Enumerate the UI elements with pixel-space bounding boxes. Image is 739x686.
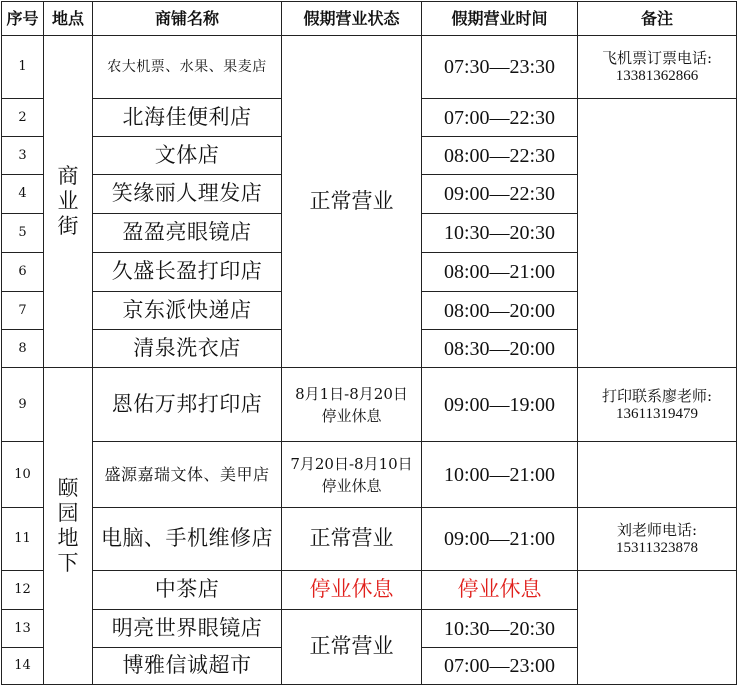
hours-cell: 08:00—21:00 [422,253,578,292]
status-closed: 停业休息 [282,571,422,610]
hours-cell: 08:00—22:30 [422,137,578,175]
hours-cell: 09:00—19:00 [422,368,578,442]
shop-name: 北海佳便利店 [93,99,282,137]
row-number: 7 [2,292,44,330]
remark-empty [578,442,737,508]
hours-cell: 10:00—21:00 [422,442,578,508]
status-dates: 8月1日-8月20日 [295,384,408,403]
header-hours: 假期营业时间 [422,2,578,36]
status-text: 停业休息 [321,476,382,495]
remark-phone: 15311323878 [616,540,698,556]
status-normal-street: 正常营业 [282,36,422,368]
location-underground [44,368,93,685]
hours-cell: 10:30—20:30 [422,610,578,648]
status-dates: 7月20日-8月10日 [290,454,413,473]
hours-closed: 停业休息 [422,571,578,610]
hours-cell: 09:00—22:30 [422,175,578,214]
row-number: 14 [2,648,44,685]
shop-name: 清泉洗衣店 [93,330,282,368]
table-row [2,571,737,610]
remark-empty [578,571,737,685]
row-number: 2 [2,99,44,137]
shop-name: 恩佑万邦打印店 [93,368,282,442]
shop-name: 笑缘丽人理发店 [93,175,282,214]
header-location: 地点 [44,2,93,36]
shop-hours-table [1,1,737,685]
location-street [44,36,93,368]
hours-cell: 08:00—20:00 [422,292,578,330]
remark-label: 打印联系廖老师: [601,386,713,405]
header-remarks: 备注 [578,2,737,36]
row-number: 13 [2,610,44,648]
location-label: 商业街 [57,163,79,239]
remark-phone: 13611319479 [616,405,698,422]
table-row [2,442,737,508]
remark-label: 刘老师电话: [616,521,698,539]
shop-name: 博雅信诚超市 [93,648,282,685]
row-number: 12 [2,571,44,610]
table-row [2,368,737,442]
row-number: 1 [2,36,44,99]
shop-name: 农大机票、水果、果麦店 [93,36,282,99]
shop-name: 盈盈亮眼镜店 [93,214,282,253]
shop-name: 久盛长盈打印店 [93,253,282,292]
remark-repair [578,508,737,571]
hours-cell: 09:00—21:00 [422,508,578,571]
status-closed-period [282,442,422,508]
header-seq: 序号 [2,2,44,36]
shop-name: 明亮世界眼镜店 [93,610,282,648]
remark-phone: 13381362866 [615,68,699,84]
location-label: 颐园地下 [57,475,79,576]
row-number: 8 [2,330,44,368]
hours-cell: 07:30—23:30 [422,36,578,99]
row-number: 9 [2,368,44,442]
status-text: 停业休息 [321,406,382,425]
shop-name: 中茶店 [93,571,282,610]
row-number: 10 [2,442,44,508]
remark-ticket [578,36,737,99]
shop-name: 京东派快递店 [93,292,282,330]
table-row [2,508,737,571]
header-shop: 商铺名称 [93,2,282,36]
status-closed-period [282,368,422,442]
row-number: 4 [2,175,44,214]
remark-print [578,368,737,442]
row-number: 5 [2,214,44,253]
hours-cell: 08:30—20:00 [422,330,578,368]
remark-label: 飞机票订票电话: [601,49,713,67]
row-number: 6 [2,253,44,292]
row-number: 3 [2,137,44,175]
shop-name: 电脑、手机维修店 [93,508,282,571]
status-normal: 正常营业 [282,508,422,571]
header-row [2,2,737,36]
status-normal-merged: 正常营业 [282,610,422,685]
table-row [2,36,737,99]
hours-cell: 07:00—23:00 [422,648,578,685]
shop-name: 文体店 [93,137,282,175]
row-number: 11 [2,508,44,571]
hours-cell: 10:30—20:30 [422,214,578,253]
remark-empty [578,99,737,368]
header-status: 假期营业状态 [282,2,422,36]
hours-cell: 07:00—22:30 [422,99,578,137]
shop-name: 盛源嘉瑞文体、美甲店 [93,442,282,508]
